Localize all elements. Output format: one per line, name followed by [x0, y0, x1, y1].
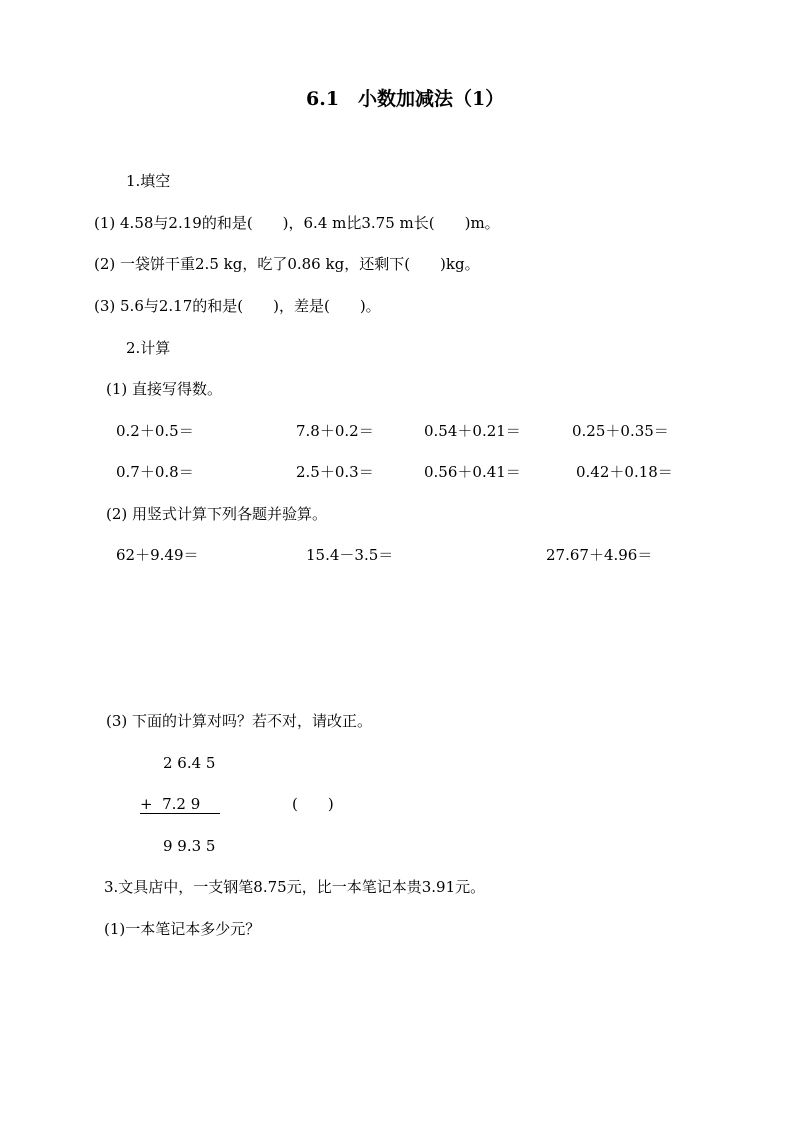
vertical-calc-label: (2) 用竖式计算下列各题并验算。 [106, 505, 328, 523]
vertical-addend-top: 2 6.4 5 [163, 754, 216, 772]
direct-answer-problem: 0.25＋0.35＝ [572, 422, 669, 440]
section-1-heading: 1.填空 [126, 172, 171, 190]
vertical-calc-problem: 62＋9.49＝ [116, 546, 199, 564]
word-problem-question-1: (1)一本笔记本多少元？ [104, 920, 261, 938]
direct-answer-problem: 0.2＋0.5＝ [116, 422, 194, 440]
direct-answer-problem: 0.56＋0.41＝ [424, 463, 521, 481]
vertical-sum-result: 9 9.3 5 [163, 837, 216, 855]
direct-answer-problem: 0.54＋0.21＝ [424, 422, 521, 440]
fill-blank-item-3: (3) 5.6与2.17的和是( )，差是( )。 [94, 297, 381, 315]
section-2-heading: 2.计算 [126, 339, 171, 357]
section-3-heading: 3.文具店中，一支钢笔8.75元，比一本笔记本贵3.91元。 [104, 878, 486, 896]
vertical-calc-problem: 15.4－3.5＝ [306, 546, 394, 564]
vertical-addend-bottom: + 7.2 9 [140, 795, 220, 814]
direct-answer-problem: 0.7＋0.8＝ [116, 463, 194, 481]
judgement-blank: ( ) [292, 795, 334, 813]
direct-answer-problem: 7.8＋0.2＝ [296, 422, 374, 440]
direct-answer-label: (1) 直接写得数。 [106, 380, 223, 398]
fill-blank-item-2: (2) 一袋饼干重2.5 kg，吃了0.86 kg，还剩下( )kg。 [94, 255, 480, 273]
direct-answer-problem: 2.5＋0.3＝ [296, 463, 374, 481]
fill-blank-item-1: (1) 4.58与2.19的和是( )，6.4 m比3.75 m长( )m。 [94, 214, 500, 232]
direct-answer-problem: 0.42＋0.18＝ [576, 463, 673, 481]
check-calc-label: (3) 下面的计算对吗？若不对，请改正。 [106, 712, 373, 730]
vertical-calc-problem: 27.67＋4.96＝ [546, 546, 653, 564]
page-title: 6.1 小数加减法（1） [306, 88, 505, 110]
